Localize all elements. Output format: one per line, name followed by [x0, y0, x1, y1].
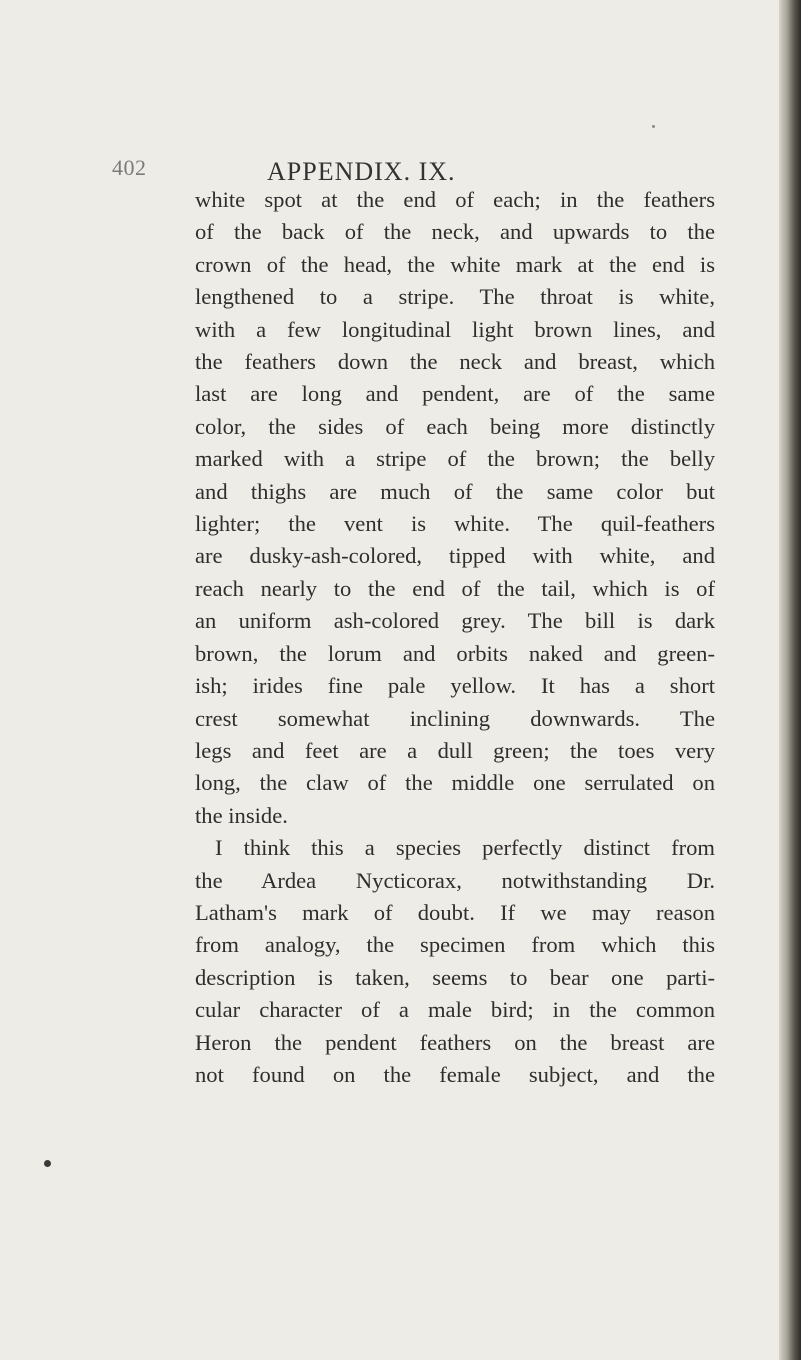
body-text	[195, 184, 715, 1091]
running-head: APPENDIX. IX.	[267, 157, 456, 186]
page-number: 402	[112, 155, 147, 180]
text-line: not found on the female subject, and the	[195, 1061, 715, 1087]
text-line: are dusky-ash-colored, tipped with white, and	[195, 543, 715, 569]
text-line: an uniform ash-colored grey. The bill is dark	[195, 608, 715, 634]
text-line: white spot at the end of each; in the feathers	[195, 187, 715, 212]
text-line: the Ardea Nycticorax, notwithstanding Dr.	[195, 867, 715, 893]
text-line: reach nearly to the end of the tail, which is of	[195, 575, 715, 601]
text-line: lighter; the vent is white. The quil-feathers	[195, 511, 715, 537]
text-line: the feathers down the neck and breast, which	[195, 349, 715, 375]
text-line: brown, the lorum and orbits naked and green-	[195, 640, 715, 666]
text-line: description is taken, seems to bear one parti-	[195, 964, 715, 990]
text-line: of the back of the neck, and upwards to the	[195, 219, 715, 245]
text-line: long, the claw of the middle one serrulated on	[195, 770, 715, 796]
text-line: lengthened to a stripe. The throat is white,	[195, 284, 715, 310]
text-line: the inside.	[195, 802, 288, 828]
text-line: from analogy, the specimen from which this	[195, 932, 715, 958]
ink-spot	[44, 1160, 51, 1167]
text-line: Heron the pendent feathers on the breast are	[195, 1029, 715, 1055]
text-line: I think this a species perfectly distinct from	[215, 835, 715, 861]
text-line: with a few longitudinal light brown lines, and	[195, 316, 715, 342]
text-line: Latham's mark of doubt. If we may reason	[195, 899, 715, 925]
text-line: marked with a stripe of the brown; the belly	[195, 446, 715, 472]
text-line: crown of the head, the white mark at the end is	[195, 251, 715, 277]
paper-speck	[652, 125, 655, 128]
text-line: crest somewhat inclining downwards. The	[195, 705, 715, 731]
text-line: legs and feet are a dull green; the toes very	[195, 737, 715, 763]
text-line: color, the sides of each being more distinctly	[195, 413, 715, 439]
page-edge-shadow	[779, 0, 801, 1360]
text-line: last are long and pendent, are of the same	[195, 381, 715, 407]
text-line: ish; irides fine pale yellow. It has a short	[195, 673, 715, 699]
text-line: cular character of a male bird; in the common	[195, 997, 715, 1023]
text-line: and thighs are much of the same color but	[195, 478, 715, 504]
